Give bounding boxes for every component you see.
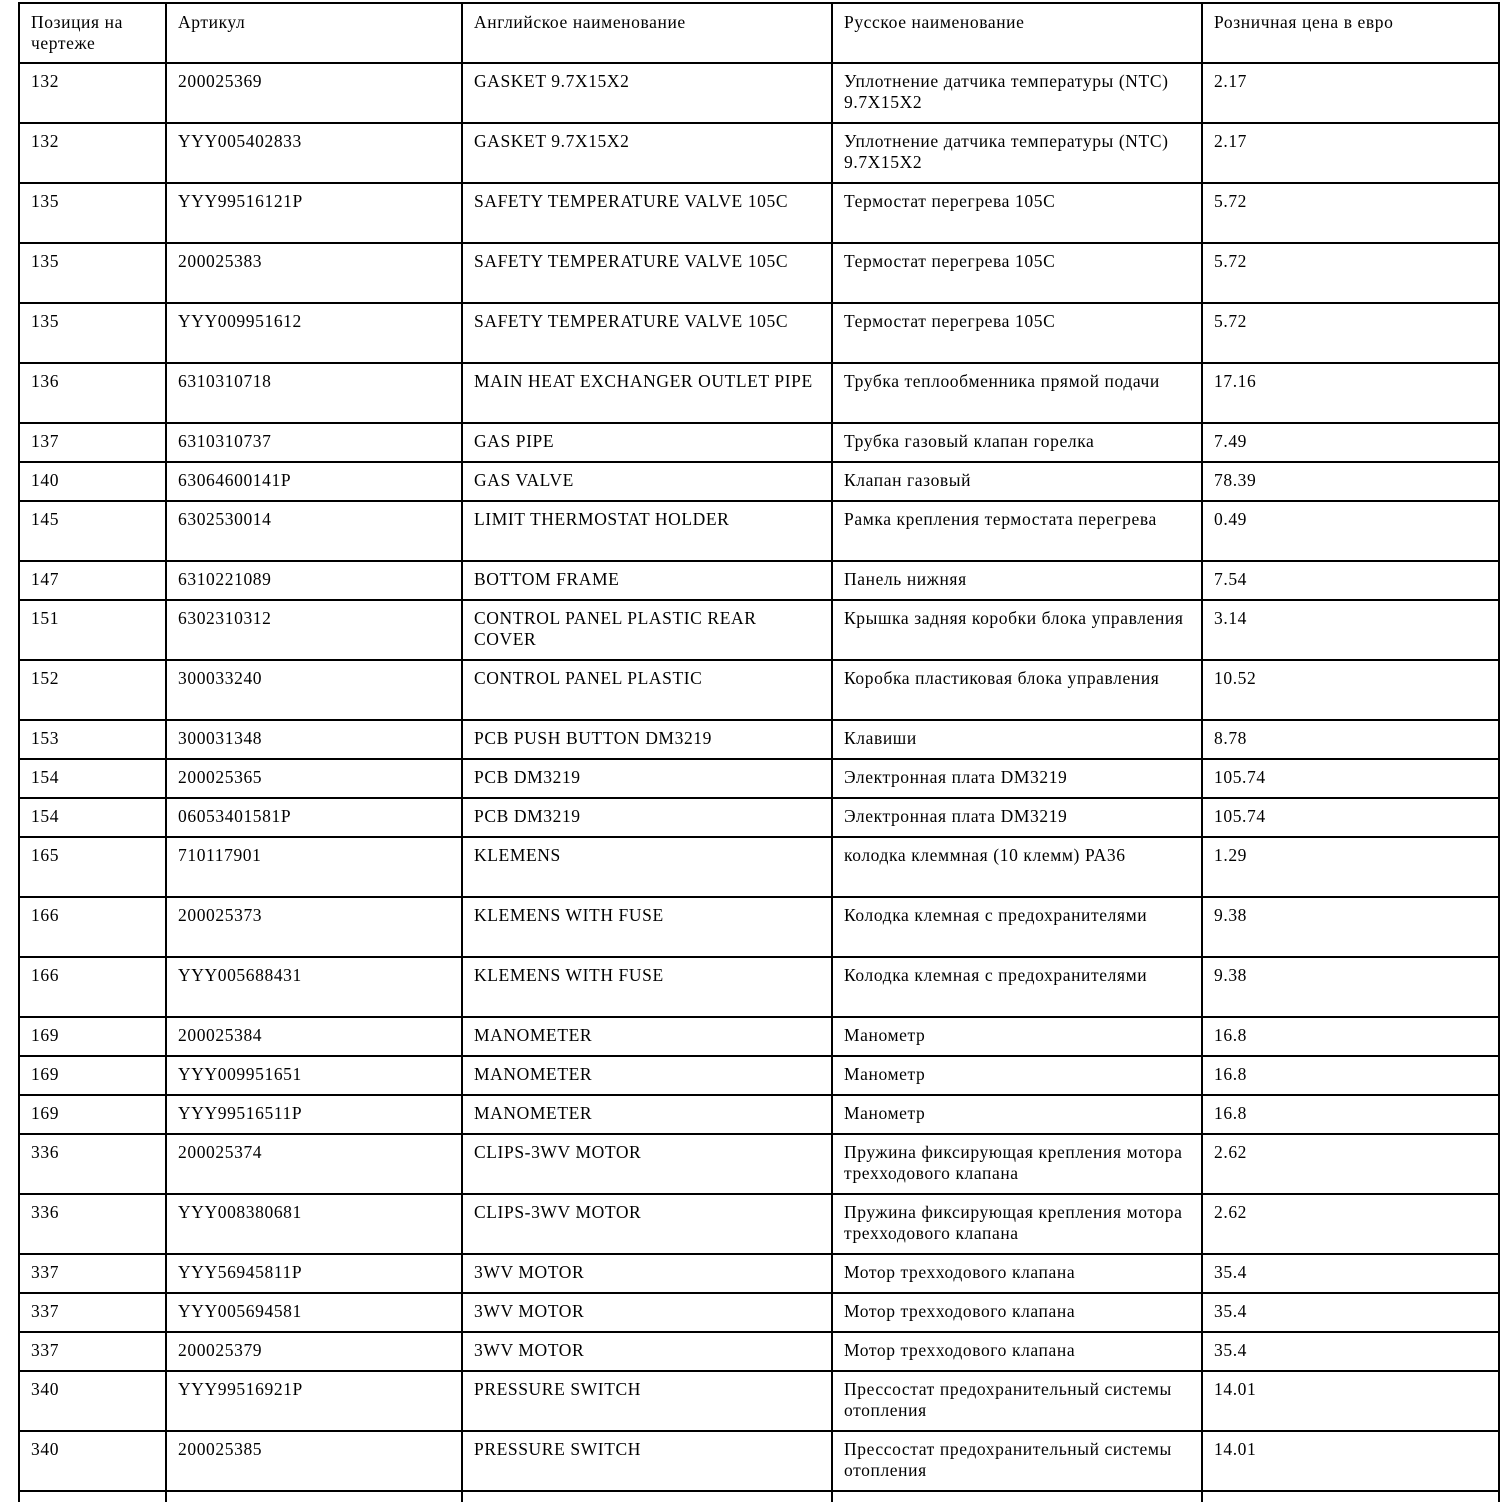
cell-price: 5.72 (1202, 183, 1499, 243)
empty-cell (832, 1491, 1202, 1502)
cell-russian-name: Коробка пластиковая блока управления (832, 660, 1202, 720)
cell-price: 16.8 (1202, 1017, 1499, 1056)
table-row (19, 501, 1499, 561)
cell-article: 200025384 (166, 1017, 462, 1056)
cell-position: 169 (19, 1095, 166, 1134)
cell-russian-name: Мотор трехходового клапана (832, 1332, 1202, 1371)
cell-english-name: PRESSURE SWITCH (462, 1431, 832, 1491)
cell-price: 2.17 (1202, 63, 1499, 123)
cell-price: 78.39 (1202, 462, 1499, 501)
table-row (19, 957, 1499, 1017)
table-row (19, 720, 1499, 759)
cell-position: 136 (19, 363, 166, 423)
cell-russian-name: Электронная плата DM3219 (832, 798, 1202, 837)
cell-article: 06053401581P (166, 798, 462, 837)
cell-russian-name: Трубка теплообменника прямой подачи (832, 363, 1202, 423)
cell-article: 200025374 (166, 1134, 462, 1194)
cell-position: 132 (19, 63, 166, 123)
cell-russian-name: Термостат перегрева 105С (832, 243, 1202, 303)
cell-price: 14.01 (1202, 1431, 1499, 1491)
cell-english-name: PRESSURE SWITCH (462, 1371, 832, 1431)
table-body (19, 63, 1499, 1502)
cell-article: YYY005694581 (166, 1293, 462, 1332)
cell-price: 105.74 (1202, 759, 1499, 798)
cell-russian-name: Манометр (832, 1056, 1202, 1095)
cell-english-name: SAFETY TEMPERATURE VALVE 105C (462, 183, 832, 243)
cell-article: 300033240 (166, 660, 462, 720)
cell-article: 6310310718 (166, 363, 462, 423)
cell-article: 200025369 (166, 63, 462, 123)
table-row (19, 123, 1499, 183)
cell-position: 154 (19, 798, 166, 837)
cell-price: 14.01 (1202, 1371, 1499, 1431)
cell-russian-name: Рамка крепления термостата перегрева (832, 501, 1202, 561)
table-header (19, 3, 1499, 63)
cell-english-name: PCB DM3219 (462, 759, 832, 798)
header-english-name: Английское наименование (462, 3, 832, 63)
cell-position: 169 (19, 1056, 166, 1095)
cell-russian-name: Манометр (832, 1095, 1202, 1134)
cell-russian-name: Крышка задняя коробки блока управления (832, 600, 1202, 660)
cell-price: 2.62 (1202, 1134, 1499, 1194)
cell-position: 135 (19, 183, 166, 243)
table-row (19, 837, 1499, 897)
cell-english-name: GASKET 9.7X15X2 (462, 63, 832, 123)
cell-english-name: MANOMETER (462, 1056, 832, 1095)
cell-russian-name: Колодка клемная с предохранителями (832, 897, 1202, 957)
cell-price: 7.49 (1202, 423, 1499, 462)
cell-position: 152 (19, 660, 166, 720)
empty-cell (19, 1491, 166, 1502)
table-row (19, 63, 1499, 123)
cell-position: 340 (19, 1431, 166, 1491)
cell-article: YYY56945811P (166, 1254, 462, 1293)
header-retail-price-eur: Розничная цена в евро (1202, 3, 1499, 63)
cell-price: 17.16 (1202, 363, 1499, 423)
cell-russian-name: Уплотнение датчика температуры (NTC) 9.7X15X2 (832, 63, 1202, 123)
cell-article: YYY005688431 (166, 957, 462, 1017)
cell-position: 166 (19, 957, 166, 1017)
cell-article: YYY005402833 (166, 123, 462, 183)
cell-price: 10.52 (1202, 660, 1499, 720)
header-row (19, 3, 1499, 63)
cell-price: 3.14 (1202, 600, 1499, 660)
table-row (19, 363, 1499, 423)
cell-russian-name: Мотор трехходового клапана (832, 1293, 1202, 1332)
cell-price: 2.62 (1202, 1194, 1499, 1254)
cell-position: 140 (19, 462, 166, 501)
empty-cell (1202, 1491, 1499, 1502)
cell-article: YYY009951612 (166, 303, 462, 363)
cell-english-name: MANOMETER (462, 1095, 832, 1134)
cell-russian-name: Колодка клемная с предохранителями (832, 957, 1202, 1017)
cell-price: 9.38 (1202, 957, 1499, 1017)
cell-article: 200025373 (166, 897, 462, 957)
cell-article: 200025379 (166, 1332, 462, 1371)
cell-article: YYY99516121P (166, 183, 462, 243)
cell-position: 135 (19, 243, 166, 303)
cell-article: 710117901 (166, 837, 462, 897)
empty-cell (166, 1491, 462, 1502)
cell-russian-name: Электронная плата DM3219 (832, 759, 1202, 798)
cell-russian-name: Мотор трехходового клапана (832, 1254, 1202, 1293)
cell-position: 169 (19, 1017, 166, 1056)
cell-english-name: 3WV MOTOR (462, 1254, 832, 1293)
cell-price: 16.8 (1202, 1056, 1499, 1095)
table-row (19, 1056, 1499, 1095)
cell-price: 105.74 (1202, 798, 1499, 837)
cell-position: 154 (19, 759, 166, 798)
cell-english-name: PCB DM3219 (462, 798, 832, 837)
cell-article: YYY99516921P (166, 1371, 462, 1431)
cell-russian-name: Термостат перегрева 105С (832, 183, 1202, 243)
table-row (19, 660, 1499, 720)
table-row (19, 1332, 1499, 1371)
table-row (19, 798, 1499, 837)
cell-russian-name: Манометр (832, 1017, 1202, 1056)
empty-cell (462, 1491, 832, 1502)
cell-english-name: KLEMENS WITH FUSE (462, 957, 832, 1017)
cell-english-name: CLIPS-3WV MOTOR (462, 1194, 832, 1254)
cell-article: 200025365 (166, 759, 462, 798)
cell-english-name: BOTTOM FRAME (462, 561, 832, 600)
cell-position: 337 (19, 1293, 166, 1332)
table-row (19, 303, 1499, 363)
header-russian-name: Русское наименование (832, 3, 1202, 63)
cell-english-name: GAS PIPE (462, 423, 832, 462)
cell-english-name: CONTROL PANEL PLASTIC (462, 660, 832, 720)
table-row (19, 183, 1499, 243)
cell-position: 132 (19, 123, 166, 183)
cell-position: 166 (19, 897, 166, 957)
cell-russian-name: Пружина фиксирующая крепления мотора трехходового клапана (832, 1134, 1202, 1194)
table-row (19, 1371, 1499, 1431)
cell-english-name: GAS VALVE (462, 462, 832, 501)
cell-position: 153 (19, 720, 166, 759)
cell-russian-name: Трубка газовый клапан горелка (832, 423, 1202, 462)
cell-english-name: GASKET 9.7X15X2 (462, 123, 832, 183)
cell-russian-name: Панель нижняя (832, 561, 1202, 600)
cell-article: 6310221089 (166, 561, 462, 600)
cell-price: 35.4 (1202, 1254, 1499, 1293)
table-row (19, 1095, 1499, 1134)
cell-article: 300031348 (166, 720, 462, 759)
table-row (19, 1017, 1499, 1056)
cell-position: 337 (19, 1254, 166, 1293)
cell-position: 137 (19, 423, 166, 462)
cell-article: YYY008380681 (166, 1194, 462, 1254)
table-row (19, 897, 1499, 957)
cell-price: 9.38 (1202, 897, 1499, 957)
cell-english-name: CONTROL PANEL PLASTIC REAR COVER (462, 600, 832, 660)
cell-price: 0.49 (1202, 501, 1499, 561)
table-row (19, 1194, 1499, 1254)
cell-english-name: PCB PUSH BUTTON DM3219 (462, 720, 832, 759)
cell-article: YYY99516511P (166, 1095, 462, 1134)
table-row (19, 1293, 1499, 1332)
cell-price: 5.72 (1202, 303, 1499, 363)
cell-russian-name: Прессостат предохранительный системы отопления (832, 1431, 1202, 1491)
cell-russian-name: Клавиши (832, 720, 1202, 759)
cell-article: 200025383 (166, 243, 462, 303)
cell-english-name: SAFETY TEMPERATURE VALVE 105C (462, 303, 832, 363)
cell-article: YYY009951651 (166, 1056, 462, 1095)
cell-price: 35.4 (1202, 1293, 1499, 1332)
cell-position: 336 (19, 1134, 166, 1194)
cell-english-name: 3WV MOTOR (462, 1332, 832, 1371)
cell-russian-name: Уплотнение датчика температуры (NTC) 9.7X15X2 (832, 123, 1202, 183)
cell-position: 147 (19, 561, 166, 600)
parts-table (18, 2, 1500, 1502)
cell-article: 63064600141P (166, 462, 462, 501)
table-row (19, 1431, 1499, 1491)
cell-position: 165 (19, 837, 166, 897)
cell-article: 200025385 (166, 1431, 462, 1491)
table-row (19, 1254, 1499, 1293)
cell-russian-name: Пружина фиксирующая крепления мотора трехходового клапана (832, 1194, 1202, 1254)
cell-article: 6302530014 (166, 501, 462, 561)
cell-price: 8.78 (1202, 720, 1499, 759)
table-row (19, 759, 1499, 798)
header-article: Артикул (166, 3, 462, 63)
cell-english-name: CLIPS-3WV MOTOR (462, 1134, 832, 1194)
cell-article: 6302310312 (166, 600, 462, 660)
table-row (19, 1134, 1499, 1194)
cell-russian-name: Термостат перегрева 105С (832, 303, 1202, 363)
cell-english-name: MAIN HEAT EXCHANGER OUTLET PIPE (462, 363, 832, 423)
cell-english-name: KLEMENS WITH FUSE (462, 897, 832, 957)
cell-price: 16.8 (1202, 1095, 1499, 1134)
header-drawing-position: Позиция на чертеже (19, 3, 166, 63)
cell-price: 35.4 (1202, 1332, 1499, 1371)
parts-price-list (18, 2, 1498, 1502)
cell-russian-name: Клапан газовый (832, 462, 1202, 501)
cell-position: 337 (19, 1332, 166, 1371)
cell-price: 1.29 (1202, 837, 1499, 897)
cell-english-name: LIMIT THERMOSTAT HOLDER (462, 501, 832, 561)
table-row (19, 423, 1499, 462)
cell-price: 2.17 (1202, 123, 1499, 183)
cell-position: 135 (19, 303, 166, 363)
cell-russian-name: Прессостат предохранительный системы отопления (832, 1371, 1202, 1431)
cell-position: 151 (19, 600, 166, 660)
cell-russian-name: колодка клеммная (10 клемм) PA36 (832, 837, 1202, 897)
cell-price: 5.72 (1202, 243, 1499, 303)
cell-position: 340 (19, 1371, 166, 1431)
cell-price: 7.54 (1202, 561, 1499, 600)
cell-english-name: MANOMETER (462, 1017, 832, 1056)
table-row-continuation (19, 1491, 1499, 1502)
table-row (19, 600, 1499, 660)
cell-english-name: KLEMENS (462, 837, 832, 897)
cell-english-name: 3WV MOTOR (462, 1293, 832, 1332)
table-row (19, 243, 1499, 303)
cell-article: 6310310737 (166, 423, 462, 462)
cell-position: 145 (19, 501, 166, 561)
cell-english-name: SAFETY TEMPERATURE VALVE 105C (462, 243, 832, 303)
cell-position: 336 (19, 1194, 166, 1254)
table-row (19, 462, 1499, 501)
table-row (19, 561, 1499, 600)
